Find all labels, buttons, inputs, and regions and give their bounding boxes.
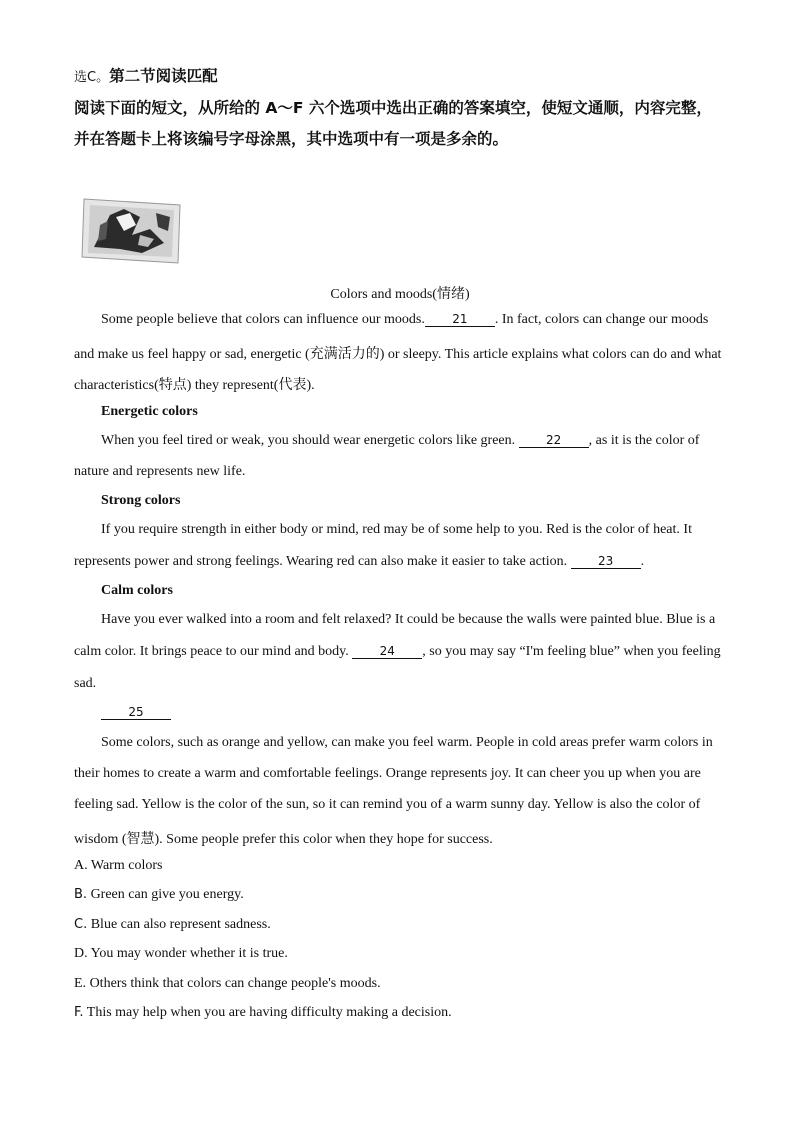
p1-text-a: Some people believe that colors can influence our moods. xyxy=(101,312,425,327)
option-letter: D. xyxy=(74,946,88,961)
blank-24[interactable]: 24 xyxy=(352,644,422,659)
option-c xyxy=(74,917,271,933)
p2-text-b: , as it is the color of xyxy=(588,433,700,448)
option-text: Green can give you energy. xyxy=(90,887,244,902)
blank-21[interactable]: 21 xyxy=(425,312,495,327)
option-f xyxy=(74,1005,452,1021)
answer-prefix: 选 xyxy=(74,70,88,85)
illustration-image xyxy=(80,195,184,265)
option-text: Others think that colors can change people's moods. xyxy=(89,976,381,991)
p1-text-b: . In fact, colors can change our moods xyxy=(494,312,709,327)
p2-text-a: When you feel tired or weak, you should wear energetic colors like green. xyxy=(101,433,516,448)
article-title: Colors and moods(情绪) xyxy=(330,287,470,302)
option-text: This may help when you are having difficulty making a decision. xyxy=(86,1005,452,1020)
option-b xyxy=(74,887,244,903)
option-a xyxy=(74,858,162,874)
blank-22[interactable]: 22 xyxy=(519,433,589,448)
paragraph-4-line-3: sad. xyxy=(74,676,97,691)
heading-strong-colors: Strong colors xyxy=(101,493,181,508)
option-d xyxy=(74,946,288,962)
option-letter: F. xyxy=(74,1005,84,1020)
option-e xyxy=(74,976,381,992)
heading-energetic-colors: Energetic colors xyxy=(101,404,198,419)
instruction-line-2: 并在答题卡上将该编号字母涂黑，其中选项中有一项是多余的。 xyxy=(74,130,509,148)
paragraph-1-line-2: and make us feel happy or sad, energetic (充满活力的) or sleepy. This article explains what colors can do and what xyxy=(74,347,722,362)
option-letter: A. xyxy=(74,858,88,873)
answer-line xyxy=(74,64,218,86)
paragraph-4-line-1: Have you ever walked into a room and felt relaxed? It could be because the walls were painted blue. Blue is a xyxy=(101,612,716,627)
paragraph-3-line-1: If you require strength in either body or mind, red may be of some help to you. Red is the color of heat. It xyxy=(101,522,692,537)
p4-text-c: , so you may say “I'm feeling blue” when you feeling xyxy=(422,644,721,659)
option-text: Blue can also represent sadness. xyxy=(90,917,271,932)
option-text: Warm colors xyxy=(90,858,163,873)
paragraph-3-line-2 xyxy=(74,554,644,570)
paragraph-5-line-4: wisdom (智慧). Some people prefer this color when they hope for success. xyxy=(74,832,493,847)
answer-value: C。 xyxy=(87,70,110,85)
option-letter: C. xyxy=(74,917,88,932)
option-letter: B. xyxy=(74,887,88,902)
paragraph-1-line-1 xyxy=(101,312,708,328)
paragraph-1-line-3: characteristics(特点) they represent(代表). xyxy=(74,378,315,393)
p3-text-b: represents power and strong feelings. Wearing red can also make it easier to take action. xyxy=(74,554,568,569)
p4-text-b: calm color. It brings peace to our mind and body. xyxy=(74,644,349,659)
blank-23[interactable]: 23 xyxy=(571,554,641,569)
paragraph-5-line-1: Some colors, such as orange and yellow, can make you feel warm. People in cold areas prefer warm colors in xyxy=(101,735,713,750)
heading-blank-line xyxy=(101,705,171,721)
paragraph-5-line-2: their homes to create a warm and comfortable feelings. Orange represents joy. It can cheer you up when you are xyxy=(74,766,701,781)
heading-calm-colors: Calm colors xyxy=(101,583,173,598)
option-text: You may wonder whether it is true. xyxy=(90,946,288,961)
option-letter: E. xyxy=(74,976,87,991)
blank-25[interactable]: 25 xyxy=(101,705,171,720)
section-heading: 第二节阅读匹配 xyxy=(109,67,218,85)
p3-text-c: . xyxy=(640,554,645,569)
paragraph-5-line-3: feeling sad. Yellow is the color of the sun, so it can remind you of a warm sunny day. Yellow is also the color of xyxy=(74,797,701,812)
paragraph-2-line-1 xyxy=(101,433,699,449)
instruction-line-1: 阅读下面的短文，从所给的 A～F 六个选项中选出正确的答案填空，使短文通顺，内容完整， xyxy=(74,99,712,117)
paragraph-2-line-2: nature and represents new life. xyxy=(74,464,246,479)
paragraph-4-line-2 xyxy=(74,644,721,660)
